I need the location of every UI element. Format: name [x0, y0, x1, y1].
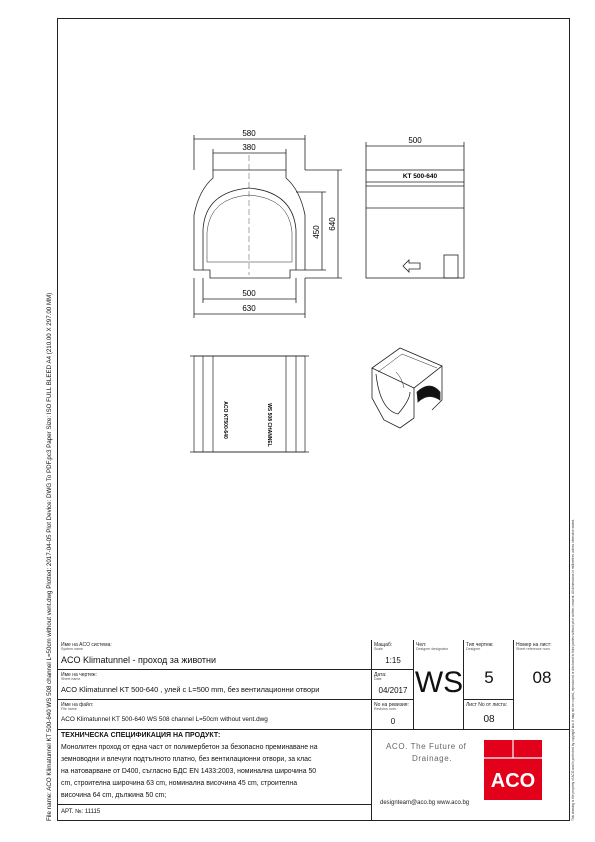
contact-info: designteam@aco.bg www.aco.bg: [380, 800, 470, 806]
isometric-view: [372, 348, 442, 428]
dim-640-label: 640: [328, 217, 337, 231]
aco-logo-icon: [484, 740, 542, 800]
sheets-value: 08: [483, 714, 495, 725]
logo-text: ACO: [490, 770, 536, 792]
tagline-line-2: Drainage.: [412, 754, 453, 763]
art-no-cell: [57, 805, 372, 821]
date-cell: [372, 670, 414, 700]
system-value: ACO Klimatunnel - проход за животни: [61, 655, 217, 665]
sheets-label: Лист No от листа:: [466, 702, 507, 708]
file-value: ACO Klimatunnel KT 500-640 WS 508 channel L=50cm without vent.dwg: [61, 716, 268, 723]
revision-label-en: Revision num.: [374, 707, 397, 711]
plot-info-text: File name: ACO Klimatunnel KT 500-640 WS 508 channel L=50cm without vent.dwg Plotted: 2017-04-05 Plot Device: DWG To PDF.pc3 Paper Size: ISO FULL BLEED A4 (210.00 X 297.00 MM): [46, 292, 53, 821]
spec-cell: [57, 730, 372, 805]
revision-value: 0: [390, 717, 396, 726]
system-cell: [57, 640, 372, 670]
designer-cell: [414, 640, 464, 730]
revision-cell: [372, 700, 414, 730]
sheet-num-value: 08: [532, 668, 552, 687]
side-view: [366, 142, 464, 278]
scale-value: 1:15: [385, 656, 401, 665]
sheet-type-label: Тип чертеж:: [466, 642, 494, 648]
spec-line: земноводни и влечуги подтълното платно, без вентилационни отвори, за клас: [61, 756, 312, 763]
side-dim-500-label: 500: [408, 136, 422, 145]
sheet-type-label-en: Designer: [466, 647, 481, 651]
revision-label: No на ревизия:: [374, 702, 409, 708]
drawing-value: ACO Klimatunnel KT 500-640 , улей с L=500 mm, без вентилационни отвори: [61, 685, 320, 694]
sheet-num-cell: [514, 640, 570, 730]
designer-label-en: Designer designator: [416, 647, 449, 651]
sheets-cell: [464, 700, 514, 730]
designer-value: WS: [414, 666, 464, 699]
dim-380-label: 380: [242, 143, 256, 152]
sheet-num-label: Номер на лист:: [516, 642, 552, 648]
top-label-b: WS 508 CHANNEL: [266, 403, 272, 447]
sheet-num-label-en: Sheet reference num.: [516, 647, 551, 651]
scale-cell: [372, 640, 414, 670]
tagline-line-1: ACO. The Future of: [386, 742, 467, 751]
scale-label-en: Scale: [374, 647, 383, 651]
system-label-en: System name: [61, 647, 83, 651]
spec-line: височина 64 cm, дължина 50 cm;: [61, 792, 167, 799]
scale-label: Мащаб:: [374, 642, 393, 648]
aco-logo: [484, 740, 542, 800]
dim-450-label: 450: [312, 225, 321, 239]
dim-630-label: 630: [242, 304, 256, 313]
file-label: Име на файл:: [61, 702, 94, 708]
file-cell: [57, 700, 372, 730]
top-label-a: ACO KT500-640: [222, 401, 228, 439]
spec-line: Монолитен проход от една част от полимербетон за безопасно преминаване на: [61, 744, 318, 751]
title-block: [57, 640, 570, 821]
drawing-cell: [57, 670, 372, 700]
spec-line: cm, строителна широчина 63 cm, номинална височина 45 cm, строителна: [61, 780, 298, 787]
art-no: АРТ. №: 11115: [61, 809, 101, 815]
designer-label: Чел:: [416, 642, 427, 648]
system-label: Име на ACO система:: [61, 642, 112, 648]
spec-text: [61, 742, 318, 802]
sheet-type-value: 5: [484, 668, 494, 687]
dim-500-label: 500: [242, 289, 256, 298]
date-value: 04/2017: [378, 686, 408, 695]
date-label-en: Date: [374, 677, 382, 681]
drawing-label: Име на чертеж:: [61, 672, 97, 678]
spec-line: на натоварване от D400, съгласно БДС EN 1433:2003, номинална широчина 50: [61, 768, 317, 775]
top-view: [190, 356, 309, 452]
dim-580-label: 580: [242, 129, 256, 138]
sheet-type-cell: [464, 640, 514, 700]
brand-area: [372, 730, 570, 821]
side-view-label: KT 500-640: [402, 173, 438, 180]
drawing-label-en: Sheet name: [61, 677, 81, 681]
copyright-text: This drawing is the property of ACO and is protected by copyright law. It may not be copied, reproduced or disclosed to third parties without prior written consent. All dimensions in millimetres unless otherwise stated.: [571, 518, 575, 821]
date-label: Дата:: [374, 672, 387, 678]
file-label-en: File name: [61, 707, 77, 711]
spec-title: ТЕХНИЧЕСКА СПЕЦИФИКАЦИЯ НА ПРОДУКТ:: [61, 732, 221, 739]
